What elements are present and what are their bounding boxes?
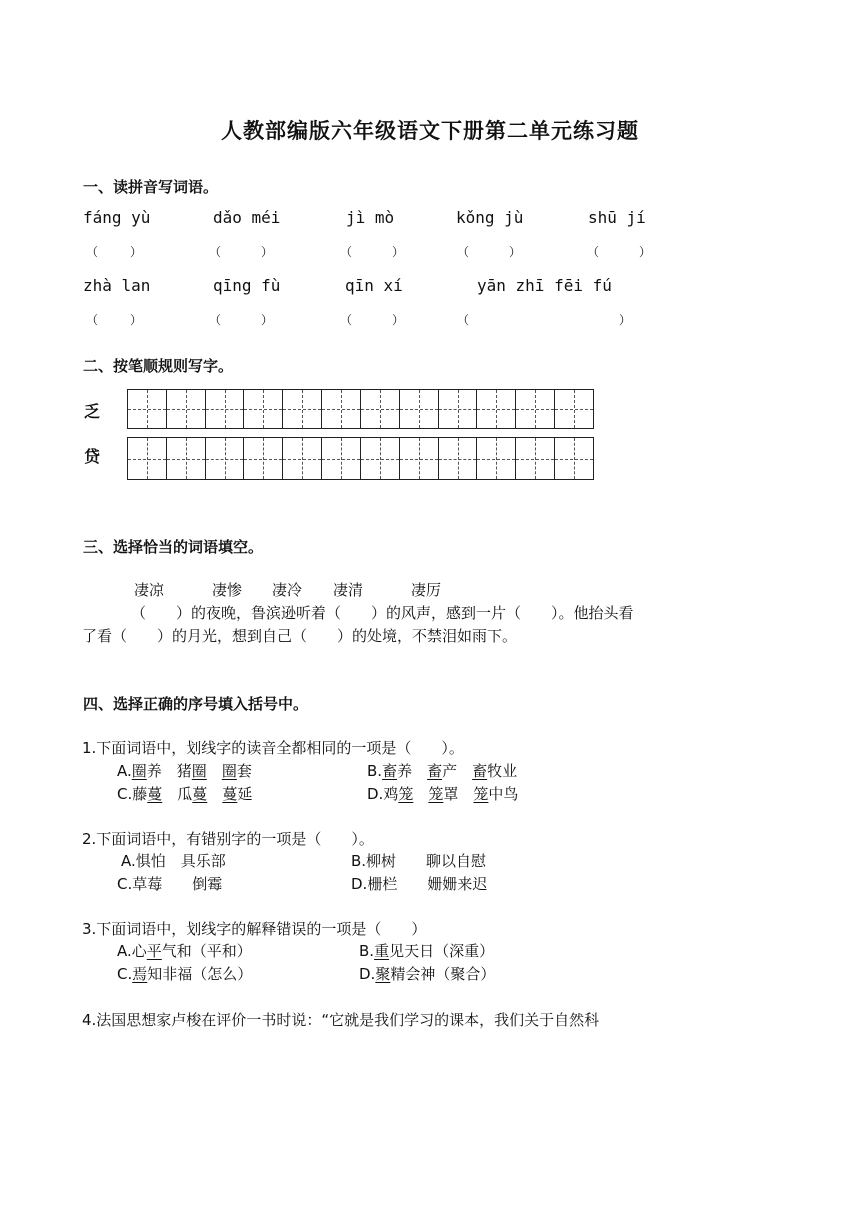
q2-option-c[interactable]: C.草莓 倒霉 (117, 875, 223, 893)
answer-blank-5[interactable]: （ ） (587, 245, 652, 259)
section-3-heading: 三、选择恰当的词语填空。 (83, 538, 264, 556)
pinyin-3: jì mò (346, 208, 395, 227)
q3-option-a[interactable]: A.心平气和（平和） (117, 942, 252, 960)
practice-char-2: 贷 (84, 447, 101, 466)
q3-option-b[interactable]: B.重见天日（深重） (359, 942, 495, 960)
writing-grid-2[interactable] (127, 437, 594, 480)
pinyin-6: zhà lan (83, 276, 151, 295)
question-4: 4.法国思想家卢梭在评价一书时说：“它就是我们学习的课本，我们关于自然科 (82, 1011, 600, 1029)
q2-option-d[interactable]: D.栅栏 姗姗来迟 (351, 875, 488, 893)
answer-blank-2[interactable]: （ ） (209, 245, 274, 259)
answer-blank-1[interactable]: （ ） (86, 245, 143, 259)
question-1: 1.下面词语中，划线字的读音全都相同的一项是（ ）。 (82, 739, 464, 757)
word-option-3: 凄冷 (272, 581, 303, 599)
word-option-4: 凄清 (333, 581, 364, 599)
pinyin-9: yān zhī fēi fú (477, 276, 612, 295)
word-option-5: 凄厉 (411, 581, 442, 599)
pinyin-4: kǒng jù (456, 208, 524, 227)
q1-option-b[interactable]: B.畜养 畜产 畜牧业 (367, 762, 518, 780)
answer-blank-8[interactable]: （ ） (340, 313, 405, 327)
word-option-2: 凄惨 (212, 581, 243, 599)
fill-sentence-line-1: （ ）的夜晚，鲁滨逊听着（ ）的风声，感到一片（ ）。他抬头看 (131, 604, 634, 622)
q3-option-c[interactable]: C.焉知非福（怎么） (117, 965, 253, 983)
section-1-heading: 一、读拼音写词语。 (83, 178, 219, 196)
q2-option-b[interactable]: B.柳树 聊以自慰 (351, 852, 487, 870)
page-title: 人教部编版六年级语文下册第二单元练习题 (221, 119, 639, 143)
pinyin-5: shū jí (588, 208, 646, 227)
question-2: 2.下面词语中，有错别字的一项是（ ）。 (82, 830, 374, 848)
answer-blank-7[interactable]: （ ） (209, 313, 274, 327)
section-2-heading: 二、按笔顺规则写字。 (83, 357, 234, 375)
practice-char-1: 乏 (84, 402, 101, 421)
q1-option-d[interactable]: D.鸡笼 笼罩 笼中鸟 (367, 785, 519, 803)
answer-blank-4[interactable]: （ ） (457, 245, 522, 259)
q3-option-d[interactable]: D.聚精会神（聚合） (359, 965, 496, 983)
q1-option-a[interactable]: A.圈养 猪圈 圈套 (117, 762, 252, 780)
section-4-heading: 四、选择正确的序号填入括号中。 (83, 695, 309, 713)
pinyin-2: dǎo méi (213, 208, 281, 227)
pinyin-1: fáng yù (83, 208, 151, 227)
pinyin-7: qīng fù (213, 276, 281, 295)
q2-option-a[interactable]: A.惧怕 具乐部 (121, 852, 226, 870)
question-3: 3.下面词语中，划线字的解释错误的一项是（ ） (82, 920, 427, 938)
q1-option-c[interactable]: C.藤蔓 瓜蔓 蔓延 (117, 785, 253, 803)
answer-blank-9[interactable]: （ ） (457, 313, 632, 327)
word-option-1: 凄凉 (134, 581, 165, 599)
answer-blank-3[interactable]: （ ） (340, 245, 405, 259)
writing-grid-1[interactable] (127, 389, 594, 429)
fill-sentence-line-2: 了看（ ）的月光，想到自己（ ）的处境，不禁泪如雨下。 (82, 627, 518, 645)
pinyin-8: qīn xí (345, 276, 403, 295)
answer-blank-6[interactable]: （ ） (86, 313, 143, 327)
